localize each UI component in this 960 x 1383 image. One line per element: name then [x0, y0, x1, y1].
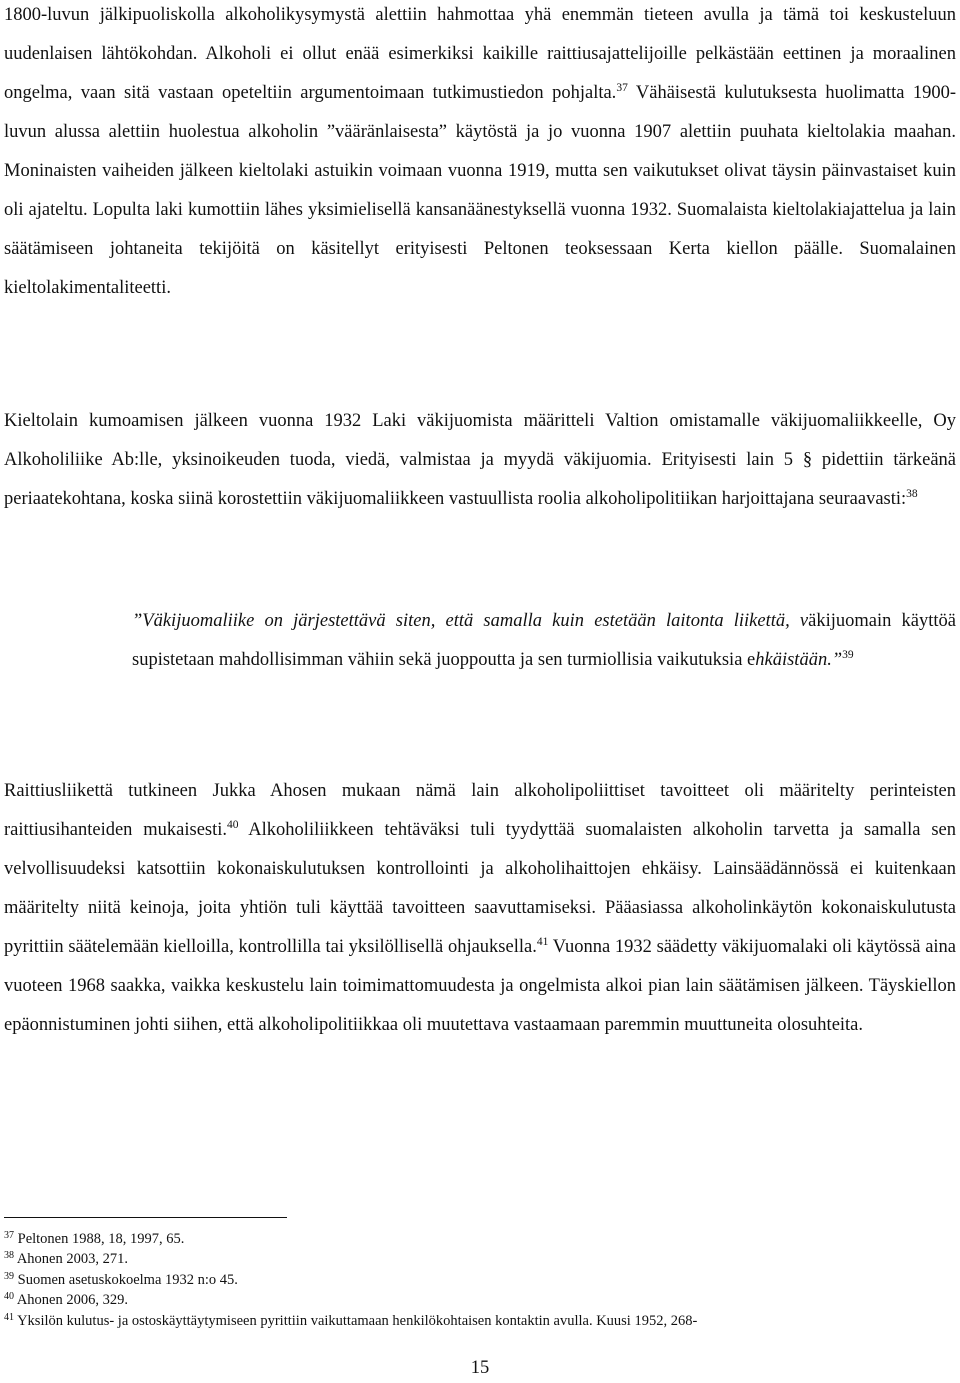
paragraph-3-text-a: Raittiusliikettä tutkineen Jukka Ahosen mukaan nämä lain alkoholipoliittiset tavoitteet oli määritelty perinteisten raittiusihanteiden mukaisesti.: [4, 781, 956, 840]
block-quote: [132, 602, 956, 680]
paragraph-2-text-a: Kieltolain kumoamisen jälkeen vuonna 1932 Laki väkijuomista määritteli Valtion omistamalle väkijuomaliikkeelle, Oy Alkoholiliike Ab:lle, yksinoikeuden tuoda, viedä, valmistaa ja myydä väkijuomia. Erityisesti lain 5 § pidettiin tärkeänä periaatekohtana, koska siinä korostettiin väkijuomaliikkeen vastuullista roolia alkoholipolitiikan harjoittajana seuraavasti:: [4, 411, 956, 509]
footnote-number: 41: [4, 1311, 14, 1323]
footnote-39: [4, 1270, 956, 1290]
quote-italic-a: ”Väkijuomaliike on järjestettävä siten, että samalla kuin estetään laitonta liikettä, v: [132, 611, 809, 631]
quote-italic-b: hkäistään.”: [755, 650, 843, 670]
footnote-ref-37[interactable]: 37: [616, 82, 628, 94]
footnote-38: [4, 1249, 956, 1269]
footnotes: [4, 1229, 956, 1331]
quote-regular: äkijuomain käyttöä supistetaan mahdollisimman vähiin sekä juoppoutta ja sen turmiollisia vaikutuksia e: [132, 611, 956, 670]
footnote-ref-39[interactable]: 39: [842, 649, 854, 661]
footnote-text: Suomen asetuskokoelma 1932 n:o 45.: [14, 1271, 238, 1288]
footnote-ref-41[interactable]: 41: [536, 936, 549, 948]
footnote-number: 39: [4, 1270, 14, 1282]
paragraph-1: [4, 0, 956, 308]
footnote-text: Yksilön kulutus- ja ostoskäyttäytymiseen pyrittiin vaikuttamaan henkilökohtaisen kontaktin avulla. Kuusi 1952, 268-: [14, 1312, 698, 1329]
paragraph-2: [4, 402, 956, 519]
paragraph-1-text-a: 1800-luvun jälkipuoliskolla alkoholikysymystä alettiin hahmottaa yhä enemmän tieteen avulla ja tämä toi keskusteluun uudenlaisen lähtökohdan. Alkoholi ei ollut enää esimerkiksi kaikille raittiusajattelijoille pelkästään eettinen ja moraalinen ongelma, vaan sitä vastaan opeteltiin argumentoimaan tutkimustiedon pohjalta.: [4, 5, 956, 103]
paragraph-3-text-c: Vuonna 1932 säädetty väkijuomalaki oli käytössä aina vuoteen 1968 saakka, vaikka keskustelu lain toimimattomuudesta ja ongelmista alkoi pian lain säätämisen jälkeen. Täyskiellon epäonnistuminen johti siihen, että alkoholipolitiikkaa oli muutettava vastaamaan paremmin muuttuneita olosuhteita.: [4, 937, 957, 1035]
paragraph-1-text-b: Vähäisestä kulutuksesta huolimatta 1900-luvun alussa alettiin huolestua alkoholin ”vääränlaisesta” käytöstä ja jo vuonna 1907 alettiin puuhata kieltolakia maahan. Moninaisten vaiheiden jälkeen kieltolaki astuikin voimaan vuonna 1919, mutta sen vaikutukset olivat täysin päinvastaiset kuin oli ajateltu. Lopulta laki kumottiin lähes yksimielisellä kansanäänestyksellä vuonna 1932. Suomalaista kieltolakiajattelua ja lain säätämiseen johtaneita tekijöitä on käsitellyt erityisesti Peltonen teoksessaan Kerta kiellon päälle. Suomalainen kieltolakimentaliteetti.: [4, 83, 956, 298]
footnote-number: 37: [4, 1230, 14, 1241]
footnote-ref-40[interactable]: 40: [227, 819, 239, 831]
footnote-ref-38[interactable]: 38: [906, 488, 918, 500]
paragraph-3-text-b: Alkoholiliikkeen tehtäväksi tuli tyydyttää suomalaisten alkoholin tarvetta ja samalla sen velvollisuudeksi katsottiin kokonaiskulutuksen kontrollointi ja alkoholihaittojen ehkäisy. Lainsäädännössä ei kuitenkaan määritelty niitä keinoja, joita yhtiön tuli käyttää tavoitteen saavuttamiseksi. Pääasiassa alkoholinkäytön kokonaiskulutusta pyrittiin säätelemään kielloilla, kontrollilla tai yksilöllisellä ohjauksella.: [4, 820, 956, 957]
page-number: 15: [470, 1358, 490, 1378]
footnote-text: Ahonen 2003, 271.: [14, 1251, 128, 1268]
footnote-number: 38: [4, 1250, 14, 1262]
footnote-text: Ahonen 2006, 329.: [14, 1292, 128, 1309]
footnote-number: 40: [4, 1291, 14, 1303]
footnote-37: [4, 1229, 956, 1249]
footnote-text: Peltonen 1988, 18, 1997, 65.: [14, 1231, 185, 1247]
footnote-divider: [4, 1217, 287, 1218]
footnote-40: [4, 1290, 956, 1310]
footnote-41: [4, 1311, 956, 1331]
paragraph-3: [4, 772, 956, 1045]
